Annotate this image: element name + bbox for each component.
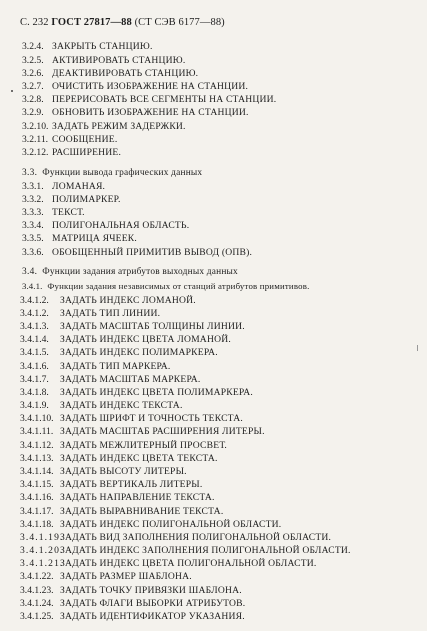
list-item <box>20 413 243 424</box>
list-item <box>22 81 248 92</box>
item-text: РАСШИРЕНИЕ. <box>52 147 122 158</box>
item-number: 3.4.1.4. <box>20 334 49 345</box>
item-number: 3.4.1. <box>22 281 43 291</box>
section-heading <box>22 168 202 179</box>
list-item <box>20 558 317 569</box>
list-item <box>20 400 183 411</box>
item-number: 3.4. <box>22 267 38 277</box>
item-text: ЗАДАТЬ ИНДЕКС ЦВЕТА ЛОМАНОЙ. <box>60 334 231 345</box>
item-text: ЗАДАТЬ ИНДЕКС ПОЛИГОНАЛЬНОЙ ОБЛАСТИ. <box>60 519 282 530</box>
item-text: ЗАДАТЬ ИНДЕКС ЦВЕТА ПОЛИМАРКЕРА. <box>60 387 253 398</box>
list-item <box>20 598 245 609</box>
item-number: 3.4.1.23. <box>20 585 54 596</box>
item-number: 3.4.1.11. <box>20 426 54 437</box>
standard-number: ГОСТ 27817—88 <box>51 17 132 28</box>
list-item <box>22 147 121 158</box>
list-item <box>20 453 218 464</box>
item-number: 3.3.6. <box>22 247 44 258</box>
item-text: ЗАКРЫТЬ СТАНЦИЮ. <box>52 41 153 52</box>
item-text: ПОЛИМАРКЕР. <box>52 194 121 205</box>
list-item <box>22 233 137 244</box>
item-number: 3.2.11. <box>22 134 49 145</box>
list-item <box>20 479 202 490</box>
item-number: 3.3.2. <box>22 194 44 205</box>
list-item <box>22 220 189 231</box>
item-number: 3.3.3. <box>22 207 44 218</box>
list-item <box>20 466 187 477</box>
list-item <box>20 532 331 543</box>
item-number: 3.3. <box>22 168 38 178</box>
item-number: 3.2.6. <box>22 68 44 79</box>
scan-speck <box>11 90 13 92</box>
item-text: ЗАДАТЬ НАПРАВЛЕНИЕ ТЕКСТА. <box>60 492 215 503</box>
list-item <box>20 492 215 503</box>
item-number: 3.3.5. <box>22 233 44 244</box>
list-item <box>22 207 85 218</box>
item-number: 3.2.8. <box>22 94 44 105</box>
item-number: 3.4.1.9. <box>20 400 49 411</box>
list-item <box>20 545 351 556</box>
page-header <box>20 17 225 28</box>
list-item <box>20 334 231 345</box>
item-text: ЗАДАТЬ МАСШТАБ ТОЛЩИНЫ ЛИНИИ. <box>60 321 245 332</box>
list-item <box>20 611 245 622</box>
item-text: ПЕРЕРИСОВАТЬ ВСЕ СЕГМЕНТЫ НА СТАНЦИИ. <box>52 94 277 105</box>
item-number: 3.4.1.22. <box>20 571 54 582</box>
list-item <box>20 308 160 319</box>
item-text: ОЧИСТИТЬ ИЗОБРАЖЕНИЕ НА СТАНЦИИ. <box>52 81 249 92</box>
subsection-heading <box>22 281 309 292</box>
item-number: 3.2.4. <box>22 41 44 52</box>
list-item <box>20 426 265 437</box>
item-text: ЗАДАТЬ ИДЕНТИФИКАТОР УКАЗАНИЯ. <box>60 611 245 622</box>
item-text: ЗАДАТЬ ВЕРТИКАЛЬ ЛИТЕРЫ. <box>60 479 203 490</box>
item-text: ЗАДАТЬ ИНДЕКС ЛОМАНОЙ. <box>60 295 196 306</box>
item-text: ОБОБЩЕННЫЙ ПРИМИТИВ ВЫВОД (ОПВ). <box>52 247 253 258</box>
item-number: 3.4.1.24. <box>20 598 54 609</box>
item-number: 3.4.1.14. <box>20 466 54 477</box>
item-number: 3.2.10. <box>22 121 49 132</box>
item-number: 3.2.12. <box>22 147 49 158</box>
item-text: Функции задания независимых от станций атрибутов примитивов. <box>47 281 310 291</box>
item-text: ЛОМАНАЯ. <box>52 181 106 192</box>
item-text: МАТРИЦА ЯЧЕЕК. <box>52 233 137 244</box>
list-item <box>20 506 223 517</box>
item-number: 3.4.1.25. <box>20 611 54 622</box>
item-text: ЗАДАТЬ ВЫРАВНИВАНИЕ ТЕКСТА. <box>60 506 224 517</box>
item-text: АКТИВИРОВАТЬ СТАНЦИЮ. <box>52 55 186 66</box>
item-number: 3.4.1.21. <box>20 558 64 569</box>
list-item <box>22 247 252 258</box>
item-number: 3.4.1.13. <box>20 453 54 464</box>
item-number: 3.4.1.20. <box>20 545 64 556</box>
item-text: ЗАДАТЬ ИНДЕКС ЗАПОЛНЕНИЯ ПОЛИГОНАЛЬНОЙ ОБЛАСТИ. <box>60 545 351 556</box>
item-number: 3.4.1.3. <box>20 321 49 332</box>
item-text: ТЕКСТ. <box>52 207 85 218</box>
item-number: 3.4.1.10. <box>20 413 54 424</box>
item-number: 3.4.1.19. <box>20 532 64 543</box>
item-text: ЗАДАТЬ МАСШТАБ РАСШИРЕНИЯ ЛИТЕРЫ. <box>60 426 265 437</box>
item-text: Функции задания атрибутов выходных данных <box>42 267 238 277</box>
item-text: ОБНОВИТЬ ИЗОБРАЖЕНИЕ НА СТАНЦИИ. <box>52 107 249 118</box>
list-item <box>20 440 227 451</box>
list-item <box>22 41 153 52</box>
item-text: ПОЛИГОНАЛЬНАЯ ОБЛАСТЬ. <box>52 220 190 231</box>
item-number: 3.3.1. <box>22 181 44 192</box>
list-item <box>22 107 249 118</box>
item-text: СООБЩЕНИЕ. <box>52 134 118 145</box>
item-text: ЗАДАТЬ ВЫСОТУ ЛИТЕРЫ. <box>60 466 187 477</box>
list-item <box>20 347 218 358</box>
item-text: ЗАДАТЬ МЕЖЛИТЕРНЫЙ ПРОСВЕТ. <box>60 440 228 451</box>
item-text: ЗАДАТЬ ШРИФТ И ТОЧНОСТЬ ТЕКСТА. <box>60 413 243 424</box>
item-number: 3.4.1.17. <box>20 506 54 517</box>
list-item <box>20 374 201 385</box>
item-text: ЗАДАТЬ ФЛАГИ ВЫБОРКИ АТРИБУТОВ. <box>60 598 246 609</box>
list-item <box>20 321 245 332</box>
item-text: ЗАДАТЬ ИНДЕКС ЦВЕТА ТЕКСТА. <box>60 453 218 464</box>
item-text: ЗАДАТЬ ИНДЕКС ТЕКСТА. <box>60 400 183 411</box>
list-item <box>20 571 192 582</box>
section-heading <box>22 267 238 278</box>
item-number: 3.2.7. <box>22 81 44 92</box>
item-number: 3.4.1.2. <box>20 308 49 319</box>
item-number: 3.4.1.18. <box>20 519 54 530</box>
item-number: 3.4.1.6. <box>20 361 49 372</box>
item-number: 3.2.9. <box>22 107 44 118</box>
list-item <box>22 121 186 132</box>
item-text: ЗАДАТЬ ИНДЕКС ЦВЕТА ПОЛИГОНАЛЬНОЙ ОБЛАСТИ. <box>60 558 317 569</box>
list-item <box>20 585 242 596</box>
list-item <box>22 181 105 192</box>
item-text: ЗАДАТЬ ИНДЕКС ПОЛИМАРКЕРА. <box>60 347 218 358</box>
item-text: ЗАДАТЬ ТИП ЛИНИИ. <box>60 308 161 319</box>
list-item <box>20 519 281 530</box>
list-item <box>22 55 185 66</box>
item-text: ЗАДАТЬ МАСШТАБ МАРКЕРА. <box>60 374 201 385</box>
item-number: 3.4.1.7. <box>20 374 49 385</box>
list-item <box>20 295 196 306</box>
list-item <box>22 134 117 145</box>
item-text: ЗАДАТЬ ВИД ЗАПОЛНЕНИЯ ПОЛИГОНАЛЬНОЙ ОБЛАСТИ. <box>60 532 332 543</box>
item-text: Функции вывода графических данных <box>42 168 203 178</box>
page-number: С. 232 <box>20 17 49 28</box>
item-number: 3.4.1.5. <box>20 347 49 358</box>
item-text: ЗАДАТЬ ТИП МАРКЕРА. <box>60 361 171 372</box>
scan-edge-mark <box>417 345 418 351</box>
item-number: 3.4.1.12. <box>20 440 54 451</box>
list-item <box>20 361 171 372</box>
item-text: ЗАДАТЬ РАЗМЕР ШАБЛОНА. <box>60 571 192 582</box>
item-number: 3.2.5. <box>22 55 44 66</box>
item-number: 3.4.1.16. <box>20 492 54 503</box>
equivalent-standard: (СТ СЭВ 6177—88) <box>134 17 225 28</box>
item-text: ДЕАКТИВИРОВАТЬ СТАНЦИЮ. <box>52 68 199 79</box>
item-number: 3.4.1.15. <box>20 479 54 490</box>
item-text: ЗАДАТЬ РЕЖИМ ЗАДЕРЖКИ. <box>52 121 186 132</box>
item-number: 3.3.4. <box>22 220 44 231</box>
item-number: 3.4.1.8. <box>20 387 49 398</box>
list-item <box>22 68 198 79</box>
list-item <box>22 194 121 205</box>
list-item <box>20 387 253 398</box>
item-text: ЗАДАТЬ ТОЧКУ ПРИВЯЗКИ ШАБЛОНА. <box>60 585 242 596</box>
item-number: 3.4.1.2. <box>20 295 49 306</box>
list-item <box>22 94 276 105</box>
